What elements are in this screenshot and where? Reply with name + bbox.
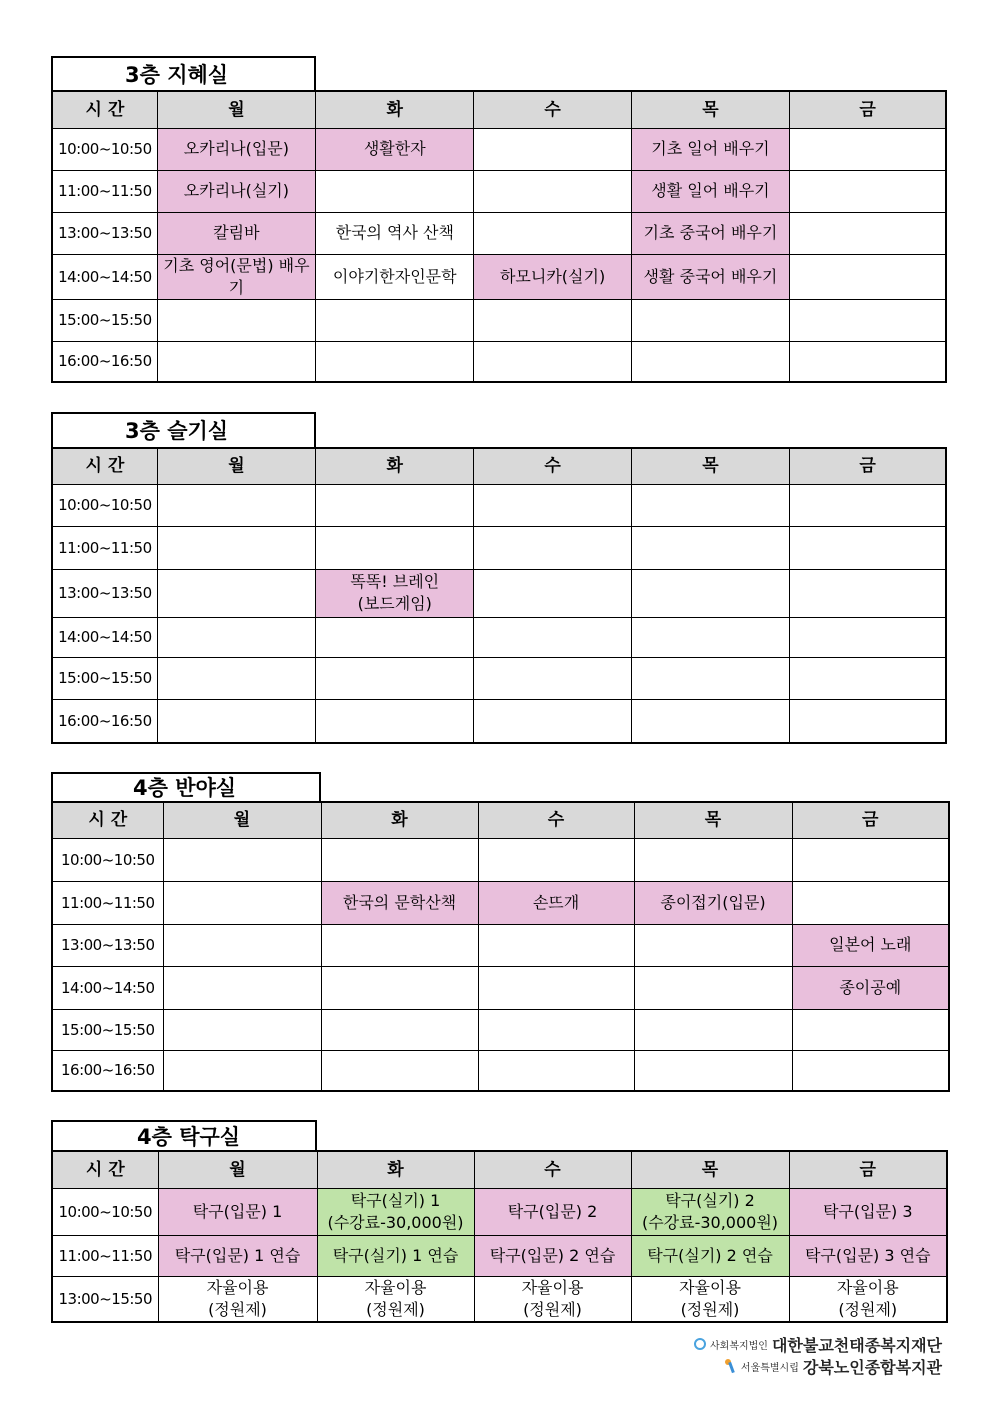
class-cell: 탁구(실기) 1 연습	[317, 1235, 474, 1276]
table-row	[52, 299, 946, 341]
day-header: 목	[634, 802, 792, 838]
class-cell: 탁구(실기) 2 (수강료-30,000원)	[631, 1188, 789, 1235]
table-row	[52, 526, 946, 569]
empty-cell	[157, 341, 315, 382]
class-cell: 종이공예	[792, 966, 949, 1009]
empty-cell	[792, 838, 949, 881]
table-row	[52, 341, 946, 382]
time-header: 시 간	[52, 448, 157, 484]
table-row	[52, 881, 949, 924]
day-header: 수	[478, 802, 634, 838]
class-cell: 자율이용 (정원제)	[631, 1276, 789, 1322]
header-row	[52, 448, 946, 484]
time-cell: 14:00~14:50	[52, 966, 163, 1009]
class-cell: 탁구(입문) 3	[789, 1188, 947, 1235]
empty-cell	[790, 526, 946, 569]
time-cell: 13:00~13:50	[52, 212, 157, 254]
class-cell: 종이접기(입문)	[634, 881, 792, 924]
empty-cell	[631, 569, 789, 617]
time-cell: 15:00~15:50	[52, 1009, 163, 1050]
empty-cell	[474, 128, 631, 170]
time-cell: 15:00~15:50	[52, 657, 157, 699]
day-header: 월	[157, 91, 315, 128]
time-cell: 10:00~10:50	[52, 128, 157, 170]
day-header: 목	[631, 1151, 789, 1188]
time-cell: 14:00~14:50	[52, 617, 157, 657]
empty-cell	[163, 1009, 321, 1050]
class-cell: 탁구(입문) 1	[158, 1188, 317, 1235]
table-row	[52, 484, 946, 526]
day-header: 월	[158, 1151, 317, 1188]
empty-cell	[790, 657, 946, 699]
empty-cell	[631, 341, 789, 382]
table-row	[52, 1009, 949, 1050]
time-header: 시 간	[52, 1151, 158, 1188]
time-cell: 11:00~11:50	[52, 170, 157, 212]
class-cell: 기초 중국어 배우기	[631, 212, 789, 254]
empty-cell	[790, 254, 946, 299]
class-cell: 한국의 역사 산책	[316, 212, 474, 254]
schedule-table	[51, 1150, 948, 1323]
empty-cell	[157, 484, 315, 526]
day-header: 월	[163, 802, 321, 838]
day-header: 수	[474, 91, 631, 128]
empty-cell	[634, 1050, 792, 1091]
class-cell: 오카리나(입문)	[157, 128, 315, 170]
day-header: 목	[631, 448, 789, 484]
time-cell: 15:00~15:50	[52, 299, 157, 341]
class-cell: 자율이용 (정원제)	[158, 1276, 317, 1322]
empty-cell	[316, 617, 474, 657]
class-cell: 탁구(입문) 2	[474, 1188, 631, 1235]
footer-small-label: 사회복지법인	[710, 1340, 768, 1352]
empty-cell	[157, 657, 315, 699]
footer-line-center	[694, 1355, 942, 1377]
empty-cell	[321, 1009, 478, 1050]
footer-line-foundation	[694, 1333, 942, 1355]
table-row	[52, 128, 946, 170]
time-cell: 10:00~10:50	[52, 484, 157, 526]
empty-cell	[790, 699, 946, 743]
person-logo-icon	[725, 1359, 737, 1373]
class-cell: 자율이용 (정원제)	[474, 1276, 631, 1322]
foundation-name: 대한불교천태종복지재단	[771, 1335, 942, 1355]
class-cell: 기초 영어(문법) 배우기	[157, 254, 315, 299]
empty-cell	[474, 484, 631, 526]
class-cell: 일본어 노래	[792, 924, 949, 966]
room-title: 4층 반야실	[51, 772, 321, 803]
table-row	[52, 212, 946, 254]
day-header: 화	[316, 448, 474, 484]
empty-cell	[316, 341, 474, 382]
empty-cell	[316, 484, 474, 526]
empty-cell	[321, 838, 478, 881]
class-cell: 생활 일어 배우기	[631, 170, 789, 212]
class-cell: 칼림바	[157, 212, 315, 254]
table-row	[52, 1188, 947, 1235]
time-cell: 14:00~14:50	[52, 254, 157, 299]
time-cell: 13:00~15:50	[52, 1276, 158, 1322]
table-row	[52, 617, 946, 657]
time-cell: 10:00~10:50	[52, 838, 163, 881]
center-name: 강북노인종합복지관	[802, 1357, 942, 1377]
room-title: 3층 지혜실	[51, 56, 316, 92]
empty-cell	[157, 617, 315, 657]
empty-cell	[631, 484, 789, 526]
class-cell: 손뜨개	[478, 881, 634, 924]
class-cell: 하모니카(실기)	[474, 254, 631, 299]
class-cell: 기초 일어 배우기	[631, 128, 789, 170]
empty-cell	[316, 299, 474, 341]
time-cell: 16:00~16:50	[52, 1050, 163, 1091]
empty-cell	[474, 170, 631, 212]
header-row	[52, 91, 946, 128]
empty-cell	[163, 966, 321, 1009]
day-header: 화	[321, 802, 478, 838]
empty-cell	[790, 299, 946, 341]
empty-cell	[478, 1009, 634, 1050]
empty-cell	[474, 212, 631, 254]
empty-cell	[631, 526, 789, 569]
table-row	[52, 170, 946, 212]
empty-cell	[634, 838, 792, 881]
class-cell: 탁구(실기) 2 연습	[631, 1235, 789, 1276]
empty-cell	[790, 569, 946, 617]
day-header: 금	[790, 91, 946, 128]
time-cell: 13:00~13:50	[52, 924, 163, 966]
day-header: 금	[789, 1151, 947, 1188]
time-cell: 11:00~11:50	[52, 1235, 158, 1276]
empty-cell	[631, 617, 789, 657]
class-cell: 자율이용 (정원제)	[317, 1276, 474, 1322]
class-cell: 탁구(입문) 1 연습	[158, 1235, 317, 1276]
empty-cell	[474, 699, 631, 743]
empty-cell	[321, 966, 478, 1009]
footer-logos	[694, 1333, 942, 1377]
empty-cell	[321, 1050, 478, 1091]
empty-cell	[321, 924, 478, 966]
empty-cell	[631, 657, 789, 699]
empty-cell	[474, 299, 631, 341]
time-cell: 13:00~13:50	[52, 569, 157, 617]
class-cell: 자율이용 (정원제)	[789, 1276, 947, 1322]
empty-cell	[316, 699, 474, 743]
time-cell: 16:00~16:50	[52, 341, 157, 382]
class-cell: 똑똑! 브레인 (보드게임)	[316, 569, 474, 617]
day-header: 월	[157, 448, 315, 484]
class-cell: 탁구(실기) 1 (수강료-30,000원)	[317, 1188, 474, 1235]
empty-cell	[790, 128, 946, 170]
class-cell: 이야기한자인문학	[316, 254, 474, 299]
empty-cell	[316, 526, 474, 569]
class-cell: 오카리나(실기)	[157, 170, 315, 212]
empty-cell	[474, 657, 631, 699]
day-header: 금	[792, 802, 949, 838]
empty-cell	[316, 170, 474, 212]
time-cell: 10:00~10:50	[52, 1188, 158, 1235]
table-row	[52, 254, 946, 299]
schedule-table	[51, 90, 947, 383]
empty-cell	[790, 484, 946, 526]
empty-cell	[790, 170, 946, 212]
empty-cell	[478, 838, 634, 881]
time-cell: 16:00~16:50	[52, 699, 157, 743]
day-header: 목	[631, 91, 789, 128]
circle-logo-icon	[694, 1338, 706, 1350]
empty-cell	[631, 299, 789, 341]
empty-cell	[792, 1050, 949, 1091]
time-header: 시 간	[52, 802, 163, 838]
empty-cell	[163, 1050, 321, 1091]
empty-cell	[478, 924, 634, 966]
empty-cell	[790, 212, 946, 254]
class-cell: 탁구(입문) 2 연습	[474, 1235, 631, 1276]
day-header: 수	[474, 448, 631, 484]
empty-cell	[163, 924, 321, 966]
empty-cell	[163, 881, 321, 924]
empty-cell	[478, 1050, 634, 1091]
empty-cell	[634, 924, 792, 966]
empty-cell	[792, 1009, 949, 1050]
table-row	[52, 1235, 947, 1276]
empty-cell	[474, 341, 631, 382]
table-row	[52, 699, 946, 743]
header-row	[52, 1151, 947, 1188]
empty-cell	[474, 569, 631, 617]
class-cell: 탁구(입문) 3 연습	[789, 1235, 947, 1276]
class-cell: 한국의 문학산책	[321, 881, 478, 924]
schedule-table	[51, 447, 947, 744]
day-header: 금	[790, 448, 946, 484]
empty-cell	[792, 881, 949, 924]
empty-cell	[157, 699, 315, 743]
table-row	[52, 657, 946, 699]
table-row	[52, 1050, 949, 1091]
empty-cell	[316, 657, 474, 699]
empty-cell	[634, 966, 792, 1009]
empty-cell	[478, 966, 634, 1009]
time-header: 시 간	[52, 91, 157, 128]
table-row	[52, 966, 949, 1009]
empty-cell	[157, 526, 315, 569]
empty-cell	[163, 838, 321, 881]
empty-cell	[474, 526, 631, 569]
table-row	[52, 838, 949, 881]
empty-cell	[157, 299, 315, 341]
footer-small-label: 서울특별시립	[740, 1362, 799, 1374]
empty-cell	[157, 569, 315, 617]
table-row	[52, 1276, 947, 1322]
empty-cell	[634, 1009, 792, 1050]
header-row	[52, 802, 949, 838]
day-header: 화	[316, 91, 474, 128]
room-title: 4층 탁구실	[51, 1120, 317, 1152]
time-cell: 11:00~11:50	[52, 881, 163, 924]
empty-cell	[790, 617, 946, 657]
empty-cell	[474, 617, 631, 657]
class-cell: 생활 중국어 배우기	[631, 254, 789, 299]
day-header: 수	[474, 1151, 631, 1188]
table-row	[52, 569, 946, 617]
class-cell: 생활한자	[316, 128, 474, 170]
empty-cell	[631, 699, 789, 743]
table-row	[52, 924, 949, 966]
time-cell: 11:00~11:50	[52, 526, 157, 569]
room-title: 3층 슬기실	[51, 412, 316, 448]
empty-cell	[790, 341, 946, 382]
day-header: 화	[317, 1151, 474, 1188]
schedule-table	[51, 801, 950, 1092]
